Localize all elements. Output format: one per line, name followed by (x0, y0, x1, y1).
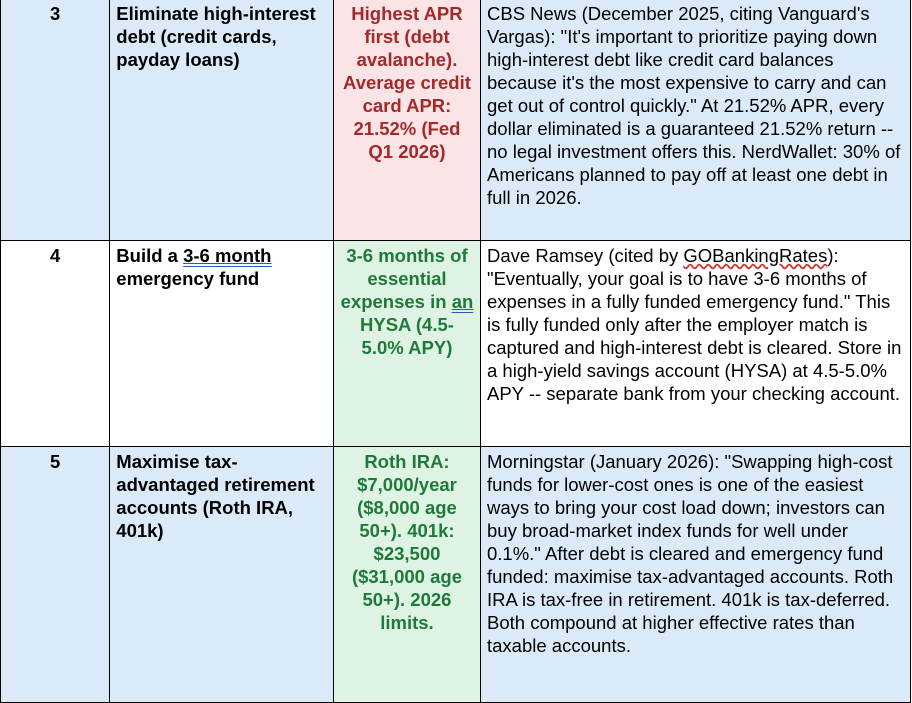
evidence-text: Dave Ramsey (cited by (487, 245, 684, 266)
table-row (1, 0, 911, 241)
action-cell (110, 241, 334, 447)
evidence-cell (481, 241, 911, 447)
action-text: emergency fund (116, 268, 260, 289)
target-cell (333, 241, 480, 447)
target-cell: Roth IRA: $7,000/year ($8,000 age 50+). 401k: $23,500 ($31,000 age 50+). 2026 limits. (333, 447, 480, 703)
target-text: 3-6 months of essential expenses in (340, 245, 468, 312)
spelling-marked-text[interactable]: GOBankingRates (683, 245, 828, 266)
target-text: HYSA (4.5-5.0% APY) (360, 314, 454, 358)
target-cell: Highest APR first (debt avalanche). Average credit card APR: 21.52% (Fed Q1 2026) (333, 0, 480, 241)
table-row (1, 447, 911, 703)
step-number: 4 (1, 241, 110, 447)
evidence-cell: CBS News (December 2025, citing Vanguard's Vargas): "It's important to prioritize paying down high-interest debt like credit card balances because it's the most expensive to carry and can get out of control quickly." At 21.52% APR, every dollar eliminated is a guaranteed 21.52% return -- no legal investment offers this. NerdWallet: 30% of Americans planned to pay off at least one debt in full in 2026. (481, 0, 911, 241)
step-number: 3 (1, 0, 110, 241)
action-cell: Maximise tax-advantaged retirement accounts (Roth IRA, 401k) (110, 447, 334, 703)
action-text: Build a (116, 245, 184, 266)
action-cell: Eliminate high-interest debt (credit cards, payday loans) (110, 0, 334, 241)
evidence-text: ): "Eventually, your goal is to have 3-6 months of expenses in a fully funded emergency fund." This is fully funded only after the employer match is captured and high-interest debt is cleared. Store in a high-yield savings account (HYSA) at 4.5-5.0% APY -- separate bank from your checking account. (487, 245, 902, 404)
grammar-marked-text[interactable]: 3-6 month (183, 245, 272, 266)
table-row (1, 241, 911, 447)
step-number: 5 (1, 447, 110, 703)
evidence-cell: Morningstar (January 2026): "Swapping high-cost funds for lower-cost ones is one of the easiest ways to bring your cost load down; investors can buy broad-market index funds for well under 0.1%." After debt is cleared and emergency fund funded: maximise tax-advantaged accounts. Roth IRA is tax-free in retirement. 401k is tax-deferred. Both compound at higher effective rates than taxable accounts. (481, 447, 911, 703)
grammar-marked-text[interactable]: an (451, 291, 474, 312)
